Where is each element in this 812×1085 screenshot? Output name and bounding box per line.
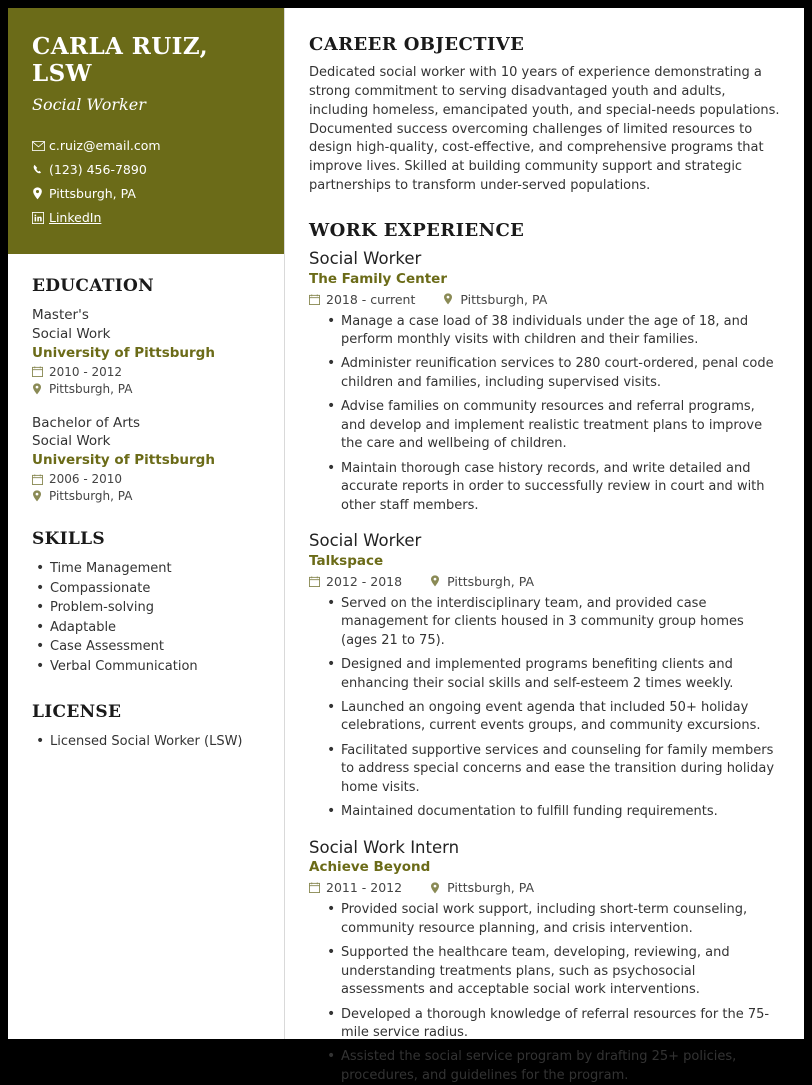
education-section-title: EDUCATION	[32, 276, 154, 297]
list-item: • Served on the interdisciplinary team, and provided case management for clients housed in 3 community group homes (ages 21 to 75).	[339, 595, 780, 650]
map-pin-icon	[32, 490, 49, 502]
job-bullets	[309, 313, 780, 516]
job-dates: 2012 - 2018	[326, 573, 403, 589]
education-field: Social Work	[32, 325, 111, 342]
job-meta	[309, 574, 780, 589]
job-location: Pittsburgh, PA	[460, 291, 548, 307]
list-item: • Administer reunification services to 280 court-ordered, penal code children and families, including supervised visits.	[339, 355, 780, 392]
list-item: • Compassionate	[48, 579, 260, 599]
list-item: • Maintained documentation to fulfill funding requirements.	[339, 803, 780, 821]
contact-phone-text: (123) 456-7890	[49, 162, 147, 178]
education-dates: 2006 - 2010	[49, 472, 123, 487]
list-item: • Launched an ongoing event agenda that included 50+ holiday celebrations, current events groups, and community excursions.	[339, 699, 780, 736]
education-location: Pittsburgh, PA	[49, 381, 133, 396]
contact-email[interactable]	[32, 138, 260, 153]
experience-entry	[309, 838, 780, 1085]
calendar-icon	[309, 882, 326, 893]
map-pin-icon	[430, 882, 447, 894]
calendar-icon	[309, 294, 326, 305]
experience-entry	[309, 249, 780, 515]
list-item: • Facilitated supportive services and counseling for family members to address special concerns and ease the transition during holiday home visits.	[339, 742, 780, 797]
list-item: • Provided social work support, including short-term counseling, community resource planning, and crisis intervention.	[339, 901, 780, 938]
job-bullets	[309, 595, 780, 822]
envelope-icon	[32, 141, 49, 151]
job-location: Pittsburgh, PA	[447, 573, 535, 589]
list-item: • Case Assessment	[48, 637, 260, 657]
map-pin-icon	[430, 575, 447, 587]
education-school: University of Pittsburgh	[32, 344, 215, 361]
job-title: Social Work Intern	[309, 837, 460, 857]
job-company: Achieve Beyond	[309, 859, 431, 876]
linkedin-icon	[32, 212, 49, 224]
list-item: • Manage a case load of 38 individuals under the age of 18, and perform monthly visits with children and their families.	[339, 313, 780, 350]
work-experience-title: WORK EXPERIENCE	[309, 219, 525, 241]
job-dates: 2011 - 2012	[326, 880, 403, 896]
job-meta	[309, 880, 780, 895]
education-school: University of Pittsburgh	[32, 452, 215, 469]
job-location: Pittsburgh, PA	[447, 880, 535, 896]
education-degree: Bachelor of Arts	[32, 414, 141, 431]
sidebar-body	[8, 254, 284, 771]
list-item: • Maintain thorough case history records, and write detailed and accurate reports in order to successfully review in court and with other staff members.	[339, 460, 780, 515]
sidebar-header	[8, 8, 284, 254]
calendar-icon	[32, 474, 49, 485]
list-item: • Assisted the social service program by drafting 25+ policies, procedures, and guidelines for the program.	[339, 1048, 780, 1085]
job-bullets	[309, 901, 780, 1085]
list-item: • Designed and implemented programs benefiting clients and enhancing their social skills and self-esteem 2 times weekly.	[339, 656, 780, 693]
map-pin-icon	[32, 383, 49, 395]
education-location-row	[32, 489, 260, 503]
calendar-icon	[32, 366, 49, 377]
contact-linkedin[interactable]	[32, 210, 260, 225]
map-pin-icon	[443, 293, 460, 305]
contact-location-text: Pittsburgh, PA	[49, 186, 136, 202]
job-title: Social Worker	[309, 248, 422, 268]
skills-section-title: SKILLS	[32, 529, 105, 550]
contact-location	[32, 186, 260, 201]
list-item: • Developed a thorough knowledge of referral resources for the 75-mile service radius.	[339, 1006, 780, 1043]
resume-page	[8, 8, 804, 1083]
list-item: • Time Management	[48, 559, 260, 579]
job-company: The Family Center	[309, 270, 447, 287]
career-objective-title: CAREER OBJECTIVE	[309, 34, 525, 55]
education-field: Social Work	[32, 433, 111, 449]
contact-phone[interactable]	[32, 162, 260, 177]
map-pin-icon	[32, 187, 49, 200]
sidebar	[8, 8, 285, 1039]
education-degree: Master's	[32, 307, 89, 324]
contact-email-text: c.ruiz@email.com	[49, 138, 161, 154]
education-location-row	[32, 382, 260, 396]
education-dates-row	[32, 472, 260, 486]
job-company: Talkspace	[309, 552, 384, 569]
skills-list	[32, 559, 260, 676]
education-entry	[32, 414, 260, 503]
job-dates: 2018 - current	[326, 291, 416, 307]
job-title: Social Worker	[309, 531, 422, 551]
main-content	[285, 8, 804, 1083]
license-section-title: LICENSE	[32, 702, 122, 723]
list-item: • Supported the healthcare team, developing, reviewing, and understanding treatments plans, such as psychosocial assessments and acceptable social work interventions.	[339, 944, 780, 999]
phone-icon	[32, 164, 49, 176]
contact-linkedin-text[interactable]: LinkedIn	[49, 210, 102, 226]
list-item: • Advise families on community resources and referral programs, and develop and implement realistic treatment plans to improve the care and wellbeing of children.	[339, 398, 780, 453]
list-item: • Verbal Communication	[48, 657, 260, 677]
list-item: • Adaptable	[48, 618, 260, 638]
candidate-role: Social Worker	[32, 95, 146, 115]
list-item: • Licensed Social Worker (LSW)	[48, 732, 260, 752]
list-item: • Problem-solving	[48, 598, 260, 618]
calendar-icon	[309, 576, 326, 587]
candidate-name: CARLA RUIZ, LSW	[32, 33, 209, 87]
license-list	[32, 732, 260, 752]
education-dates: 2010 - 2012	[49, 364, 123, 379]
job-meta	[309, 292, 780, 307]
education-dates-row	[32, 365, 260, 379]
career-objective-text: Dedicated social worker with 10 years of experience demonstrating a strong commitment to serving disadvantaged youth and adults, including homeless, emancipated youth, and special-needs populations. Documented success overcoming challenges of limited resources to design high-quality, cost-effective, and comprehensive programs that improve lives. Skilled at building community support and strategic partnerships to transform under-served populations.	[309, 65, 780, 194]
experience-entry	[309, 531, 780, 822]
education-location: Pittsburgh, PA	[49, 489, 133, 504]
contact-list	[32, 138, 260, 225]
education-entry	[32, 306, 260, 395]
